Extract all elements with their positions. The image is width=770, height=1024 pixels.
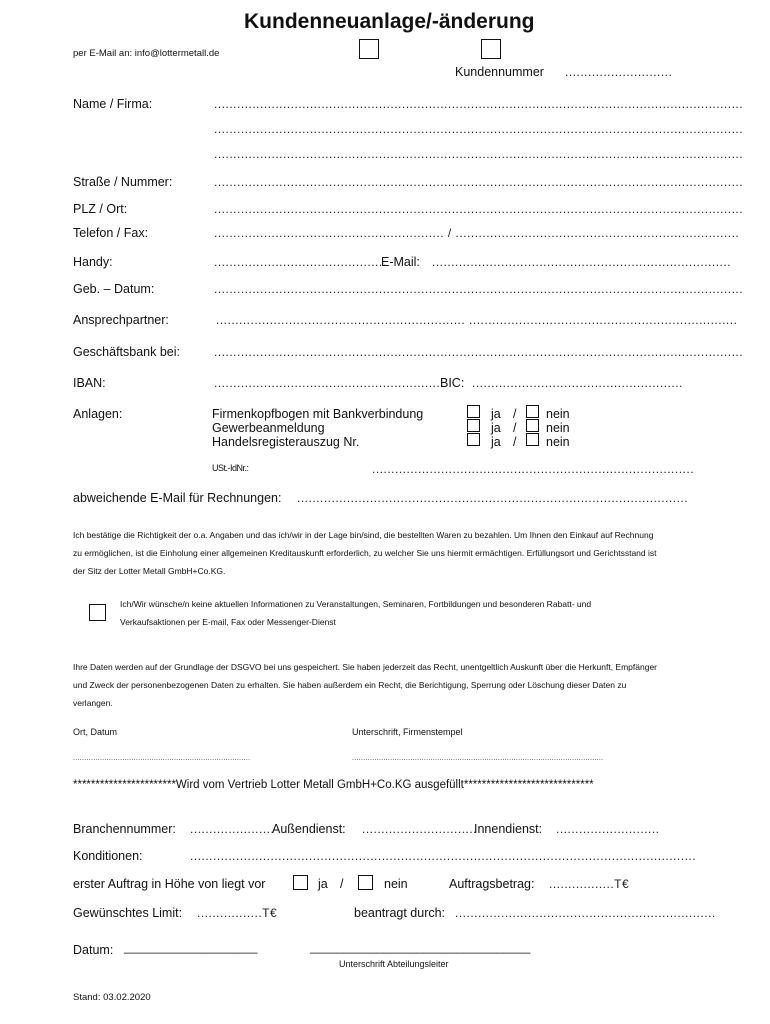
- plz-field[interactable]: ..........................................................................................................................................: [214, 202, 744, 216]
- name-field-2[interactable]: ..........................................................................................................................................: [214, 122, 744, 136]
- bic-field[interactable]: .......................................................: [472, 376, 683, 390]
- email-label: E-Mail:: [381, 255, 420, 269]
- iban-label: IBAN:: [73, 376, 106, 390]
- branche-field[interactable]: ......................: [190, 822, 275, 836]
- bic-label: BIC:: [440, 376, 465, 390]
- stand-date: Stand: 03.02.2020: [73, 992, 151, 1003]
- anlage-3-sep: /: [513, 435, 517, 449]
- name-field-1[interactable]: ..........................................................................................................................................: [214, 97, 744, 111]
- optout-text: Ich/Wir wünsche/n keine aktuellen Informationen zu Veranstaltungen, Seminaren, Fortbildungen und besonderen Rabatt- und Verkaufsaktionen per E-mail, Fax oder Messenger-Dienst: [120, 599, 592, 627]
- unterschrift-field[interactable]: ................................................................................................................: [352, 755, 604, 762]
- anlage-2-ja-label: ja: [491, 421, 501, 435]
- auftrag-nein-label: nein: [384, 877, 408, 891]
- telefon-fax-field[interactable]: ............................................................ / ..........................................................................: [214, 226, 740, 240]
- beantragt-label: beantragt durch:: [354, 906, 446, 920]
- auftragsbetrag-label: Auftragsbetrag:: [449, 877, 535, 891]
- rechnung-email-label: abweichende E-Mail für Rechnungen:: [73, 491, 282, 505]
- anlage-3-ja-label: ja: [491, 435, 501, 449]
- kundennummer-field[interactable]: ............................: [565, 65, 673, 79]
- auftragsbetrag-field[interactable]: .................T€: [549, 877, 630, 891]
- anlage-1-sep: /: [513, 407, 517, 421]
- datum-field[interactable]: ____________________: [124, 940, 258, 954]
- anlage-1-nein-label: nein: [546, 407, 570, 421]
- ust-label: USt.-IdNr.:: [212, 463, 249, 473]
- ansprechpartner-label: Ansprechpartner:: [73, 313, 169, 327]
- handy-label: Handy:: [73, 255, 113, 269]
- branche-label: Branchennummer:: [73, 822, 176, 836]
- auftrag-sep: /: [340, 877, 344, 891]
- strasse-field[interactable]: ..........................................................................................................................................: [214, 175, 744, 189]
- ansprechpartner-field[interactable]: ................................................................. ......................................................................: [216, 313, 738, 327]
- optout-checkbox[interactable]: [89, 604, 106, 621]
- neuanlage-checkbox[interactable]: [359, 39, 379, 59]
- ust-field[interactable]: ....................................................................................: [372, 462, 695, 476]
- anlage-3-nein-checkbox[interactable]: [526, 433, 539, 446]
- auftrag-nein-checkbox[interactable]: [358, 875, 373, 890]
- innendienst-field[interactable]: ...........................: [556, 822, 660, 836]
- handy-field[interactable]: .............................................: [214, 255, 387, 269]
- anlage-item-3: Handelsregisterauszug Nr.: [212, 435, 360, 449]
- innendienst-label: Innendienst:: [474, 822, 543, 836]
- telefon-label: Telefon / Fax:: [73, 226, 149, 240]
- geburtsdatum-label: Geb. – Datum:: [73, 282, 155, 296]
- limit-field[interactable]: .................T€: [197, 906, 278, 920]
- auftrag-ja-label: ja: [318, 877, 328, 891]
- anlage-2-sep: /: [513, 421, 517, 435]
- anlage-1-ja-label: ja: [491, 407, 501, 421]
- form-title: Kundenneuanlage/-änderung: [244, 10, 535, 33]
- anlage-item-1: Firmenkopfbogen mit Bankverbindung: [212, 407, 424, 421]
- email-field[interactable]: ..............................................................................: [432, 255, 732, 269]
- datum-label: Datum:: [73, 943, 114, 957]
- aussendienst-field[interactable]: ..............................: [362, 822, 478, 836]
- geburtsdatum-field[interactable]: ..........................................................................................................................................: [214, 282, 744, 296]
- konditionen-field[interactable]: ....................................................................................................................................: [190, 849, 697, 863]
- anlage-2-ja-checkbox[interactable]: [467, 419, 480, 432]
- name-field-3[interactable]: ..........................................................................................................................................: [214, 147, 744, 161]
- dsgvo-text: Ihre Daten werden auf der Grundlage der DSGVO bei uns gespeichert. Sie haben jederzeit das Recht, unentgeltlich Auskunft über die Herkunft, Empfänger und Zweck der personenbezogenen Daten zu erhalten. Sie haben außerdem ein Recht, die Berichtigung, Sperrung oder Löschung dieser Daten zu verlangen.: [73, 662, 658, 708]
- aenderung-checkbox[interactable]: [481, 39, 501, 59]
- anlage-2-nein-checkbox[interactable]: [526, 419, 539, 432]
- anlage-1-ja-checkbox[interactable]: [467, 405, 480, 418]
- anlage-item-2: Gewerbeanmeldung: [212, 421, 325, 435]
- email-instruction: per E-Mail an: info@lottermetall.de: [73, 48, 220, 59]
- intern-banner: ***********************Wird vom Vertrieb Lotter Metall GmbH+Co.KG ausgefüllt*****************************: [73, 779, 594, 791]
- ort-datum-label: Ort, Datum: [73, 727, 118, 737]
- anlage-3-ja-checkbox[interactable]: [467, 433, 480, 446]
- abteilungsleiter-signature-field[interactable]: _________________________________: [310, 940, 531, 954]
- strasse-label: Straße / Nummer:: [73, 175, 173, 189]
- plz-label: PLZ / Ort:: [73, 202, 128, 216]
- anlage-1-nein-checkbox[interactable]: [526, 405, 539, 418]
- limit-label: Gewünschtes Limit:: [73, 906, 183, 920]
- iban-field[interactable]: ............................................................: [214, 376, 445, 390]
- beantragt-field[interactable]: ....................................................................: [455, 906, 716, 920]
- kundennummer-label: Kundennummer: [455, 65, 544, 79]
- aussendienst-label: Außendienst:: [272, 822, 346, 836]
- abteilungsleiter-label: Unterschrift Abteilungsleiter: [339, 959, 449, 969]
- anlage-2-nein-label: nein: [546, 421, 570, 435]
- anlage-3-nein-label: nein: [546, 435, 570, 449]
- unterschrift-label: Unterschrift, Firmenstempel: [352, 727, 463, 737]
- ort-datum-field[interactable]: ...............................................................................: [73, 755, 251, 762]
- konditionen-label: Konditionen:: [73, 849, 143, 863]
- auftrag-ja-checkbox[interactable]: [293, 875, 308, 890]
- erster-auftrag-label: erster Auftrag in Höhe von liegt vor: [73, 877, 266, 891]
- bank-label: Geschäftsbank bei:: [73, 345, 181, 359]
- name-label: Name / Firma:: [73, 97, 153, 111]
- confirmation-text: Ich bestätige die Richtigkeit der o.a. Angaben und das ich/wir in der Lage bin/sind, die bestellten Waren zu bezahlen. Um Ihnen den Einkauf auf Rechnung zu ermöglichen, ist die Einholung einer allgemeinen Kreditauskunft erforderlich, zu welcher Sie uns hiermit ermächtigen. Erfüllungsort und Gerichtsstand ist der Sitz der Lotter Metall GmbH+Co.KG.: [73, 530, 657, 576]
- anlagen-label: Anlagen:: [73, 407, 123, 421]
- rechnung-email-field[interactable]: ......................................................................................................: [297, 491, 689, 505]
- bank-field[interactable]: ..........................................................................................................................................: [214, 345, 744, 359]
